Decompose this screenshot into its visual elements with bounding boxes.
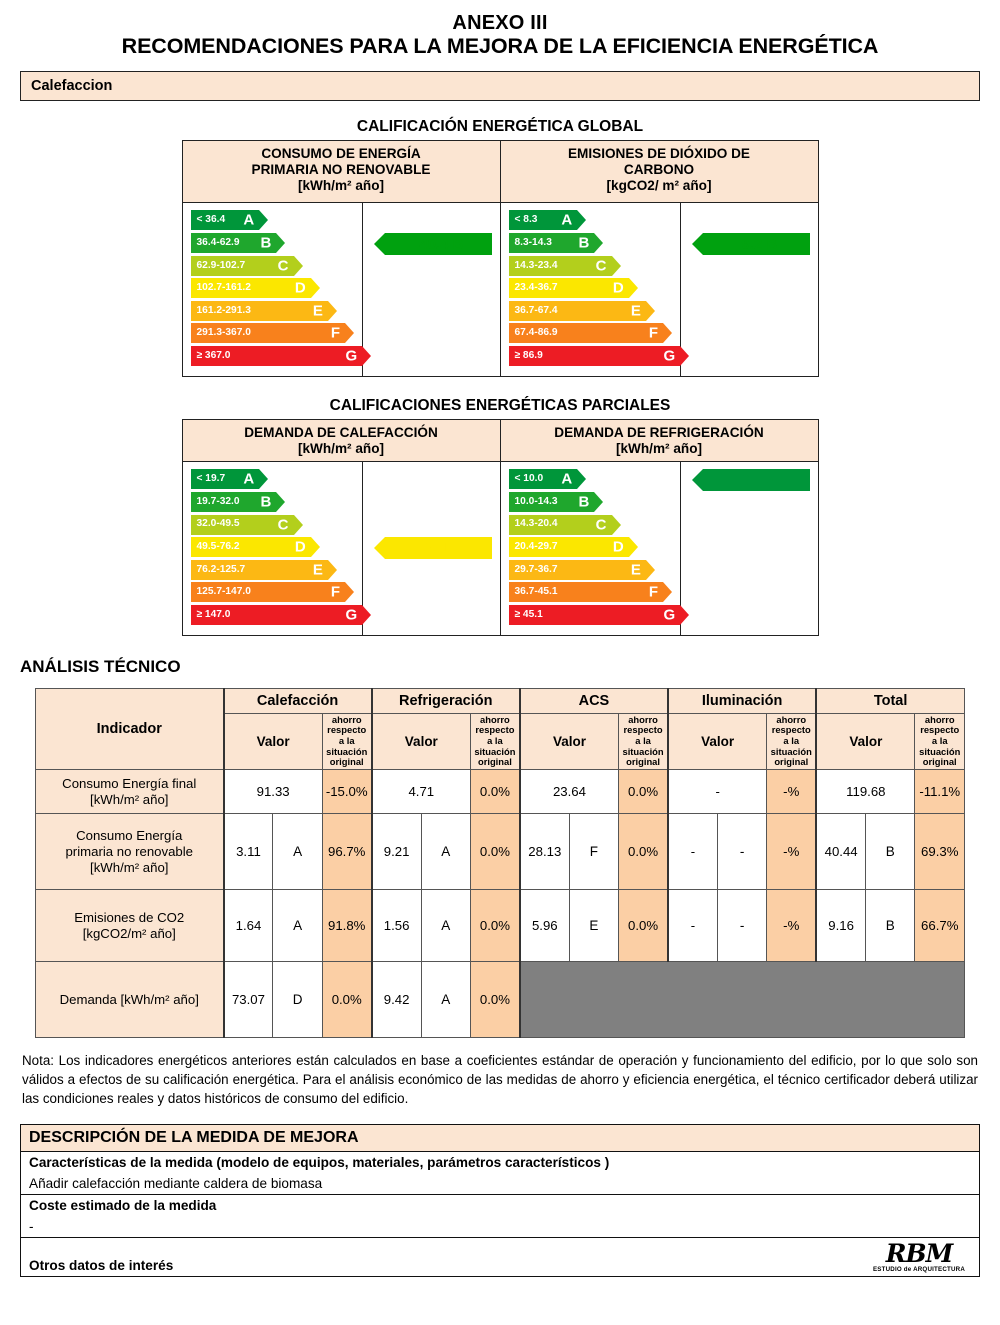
other-data-row [21, 1238, 979, 1276]
rating-band-bar [191, 323, 346, 343]
subheader-saving-line: ahorro [628, 713, 658, 725]
subheader-saving-line: ahorro [924, 713, 955, 725]
cell-saving: 0.0% [470, 814, 519, 890]
rating-band-letter: G [663, 606, 676, 624]
rating-band-letter: C [277, 516, 289, 534]
rating-band-bar [191, 582, 346, 602]
subheader-saving-line: original [477, 756, 512, 768]
subheader-saving-line: a la [931, 735, 948, 746]
cell-saving: 0.0% [619, 814, 668, 890]
subheader-value: Valor [224, 713, 323, 770]
cell-value: 40.44 [816, 814, 865, 890]
cell-rating-letter: D [273, 962, 322, 1038]
subheader-saving-line: a la [338, 735, 355, 746]
subheader-saving [767, 713, 816, 770]
cell-value: - [668, 814, 717, 890]
cell-saving: 0.0% [619, 770, 668, 814]
rating-band-range: 23.4-36.7 [514, 282, 558, 294]
cell-saving: -% [767, 770, 816, 814]
rating-title-line: CONSUMO DE ENERGÍA [261, 146, 421, 162]
rating-band-range: 102.7-161.2 [196, 282, 251, 294]
rating-panel [183, 420, 500, 635]
rating-band [509, 210, 681, 230]
rating-band-range: 36.7-45.1 [514, 586, 558, 598]
rating-panel-body [183, 462, 500, 634]
subheader-value: Valor [372, 713, 471, 770]
cell-value: 28.13 [520, 814, 569, 890]
table-row [36, 814, 965, 890]
other-data-label: Otros datos de interés [29, 1258, 174, 1274]
rating-band-range: 20.4-29.7 [514, 541, 558, 553]
rating-band-bar [191, 560, 328, 580]
row-label-line: [kWh/m² año] [90, 791, 169, 807]
rating-band-letter: B [260, 493, 272, 511]
rating-band [509, 537, 681, 557]
cell-rating-letter: A [421, 962, 470, 1038]
cell-rating-letter: B [866, 814, 915, 890]
rating-band-bar [509, 278, 629, 298]
technical-analysis-table [35, 688, 965, 1039]
rating-band-bar [509, 537, 629, 557]
rating-band-letter: D [294, 538, 306, 556]
rating-panel-header [501, 141, 818, 203]
cell-rating-letter: F [569, 814, 618, 890]
rating-scale [501, 462, 682, 634]
rating-band-letter: G [345, 606, 358, 624]
rating-panel-body [183, 203, 500, 375]
rating-band-letter: E [312, 302, 323, 320]
characteristics-label: Características de la medida (modelo de equipos, materiales, parámetros característicos ) [29, 1155, 610, 1171]
cell-saving: 0.0% [470, 770, 519, 814]
subheader-saving-line: ahorro [776, 713, 807, 725]
rating-band-letter: A [561, 470, 573, 488]
rating-band-letter: A [561, 211, 573, 229]
subheader-saving [322, 713, 371, 770]
cell-rating-letter: A [273, 814, 322, 890]
rating-band-letter: C [595, 516, 607, 534]
rating-band [191, 515, 363, 535]
partial-rating-section [0, 397, 1000, 636]
rating-band-range: 32.0-49.5 [196, 518, 240, 530]
row-label-line: [kWh/m² año] [90, 859, 169, 875]
cell-value: 9.21 [372, 814, 421, 890]
rating-band-letter: D [294, 279, 306, 297]
global-rating-caption: CALIFICACIÓN ENERGÉTICA GLOBAL [356, 118, 644, 136]
rating-band-range: < 8.3 [514, 214, 538, 226]
rating-band [509, 560, 681, 580]
global-rating-frame [182, 140, 819, 376]
row-label-line: Demanda [kWh/m² año] [59, 991, 199, 1007]
rating-band [509, 582, 681, 602]
rating-band-bar [509, 515, 612, 535]
rating-band-range: 8.3-14.3 [514, 236, 552, 248]
rating-band [191, 605, 363, 625]
rating-title-line: PRIMARIA NO RENOVABLE [251, 162, 431, 178]
subheader-saving-line: a la [783, 735, 800, 746]
partial-rating-caption: CALIFICACIONES ENERGÉTICAS PARCIALES [329, 396, 671, 414]
rating-panel-header [183, 141, 500, 203]
rating-band-letter: B [260, 234, 272, 252]
rating-band-bar [509, 233, 595, 253]
subheader-saving-line: original [329, 756, 364, 768]
partial-rating-frame [182, 419, 819, 636]
rating-units: [kWh/m² año] [615, 440, 703, 456]
rating-band [191, 233, 363, 253]
rating-band-bar [191, 210, 260, 230]
subheader-saving-line: respecto [771, 724, 811, 736]
subheader-saving-line: original [922, 756, 957, 768]
rating-band-bar [509, 582, 664, 602]
rating-title-line: CARBONO [623, 162, 695, 178]
cell-rating-letter: E [569, 890, 618, 962]
rating-band-bar [509, 346, 681, 366]
rating-band-bar [191, 537, 311, 557]
characteristics-value: Añadir calefacción mediante caldera de biomasa [29, 1176, 323, 1192]
rating-band-bar [509, 605, 681, 625]
cell-saving: 0.0% [470, 890, 519, 962]
rating-title-line: EMISIONES DE DIÓXIDO DE [567, 146, 751, 162]
rating-band-letter: E [630, 561, 641, 579]
cost-value: - [29, 1219, 34, 1235]
rating-band [509, 301, 681, 321]
rating-band-range: 19.7-32.0 [196, 495, 240, 507]
rating-result-pane [363, 462, 499, 634]
table-row [36, 890, 965, 962]
cell-saving: 66.7% [915, 890, 965, 962]
rating-panel-header [183, 420, 500, 463]
rating-scale [183, 462, 364, 634]
rating-band-bar [191, 469, 260, 489]
rating-band-letter: D [612, 538, 624, 556]
rating-band-letter: D [612, 279, 624, 297]
cell-saving: -15.0% [322, 770, 371, 814]
subheader-saving-line: respecto [327, 724, 367, 736]
row-label-line: primaria no renovable [65, 843, 194, 859]
rating-band-range: 161.2-291.3 [196, 304, 251, 316]
cell-value: 1.64 [224, 890, 273, 962]
group-header-total: Total [816, 688, 964, 713]
cell-value: - [668, 770, 767, 814]
cell-value: 91.33 [224, 770, 323, 814]
rating-result-pane [681, 462, 817, 634]
rating-band [191, 492, 363, 512]
rating-panel-body [501, 462, 818, 634]
rating-band-bar [509, 256, 612, 276]
row-label-line: Consumo Energía [76, 827, 183, 843]
rating-band-letter: F [330, 324, 341, 342]
rating-band [191, 582, 363, 602]
subheader-saving-line: ahorro [480, 713, 510, 725]
rating-band [191, 560, 363, 580]
rating-title-line: DEMANDA DE CALEFACCIÓN [244, 424, 438, 440]
cell-saving: -% [767, 814, 816, 890]
table-row [36, 770, 965, 814]
cell-value: 1.56 [372, 890, 421, 962]
rating-band [509, 256, 681, 276]
cell-rating-letter: A [421, 814, 470, 890]
rating-band-range: ≥ 367.0 [196, 349, 231, 361]
rating-band-range: 62.9-102.7 [196, 259, 246, 271]
rating-band-letter: G [663, 347, 676, 365]
cell-value: 4.71 [372, 770, 471, 814]
rating-band [191, 210, 363, 230]
rating-band-bar [191, 605, 363, 625]
cell-value: 9.42 [372, 962, 421, 1038]
rating-panel-body [501, 203, 818, 375]
rating-scale [183, 203, 364, 375]
analysis-note: Nota: Los indicadores energéticos anteriores están calculados en base a coeficientes estándar de operación y funcionamiento del edificio, por lo que solo son válidos a efectos de su calificación energética. Para el análisis económico de las medidas de ahorro y eficiencia energética, el técnico certificador deberá utilizar las condiciones reales y datos históricos de consumo del edificio. [22, 1053, 978, 1107]
cell-value: 9.16 [816, 890, 865, 962]
table-row [36, 962, 965, 1038]
subheader-saving-line: situación [326, 745, 368, 757]
cell-value: 3.11 [224, 814, 273, 890]
row-label [36, 962, 224, 1038]
page-title [0, 0, 1000, 58]
rating-band-bar [191, 278, 311, 298]
subheader-saving-line: respecto [475, 724, 515, 736]
rating-result-arrow: 40.4 B [385, 233, 491, 255]
rating-band-letter: G [345, 347, 358, 365]
cell-saving: 0.0% [470, 962, 519, 1038]
rating-band-range: 76.2-125.7 [196, 563, 246, 575]
cell-value: - [668, 890, 717, 962]
subheader-saving-line: situación [919, 745, 961, 757]
group-header-iluminacin: Iluminación [668, 688, 816, 713]
subheader-saving-line: respecto [920, 724, 960, 736]
rating-band [509, 469, 681, 489]
row-label [36, 814, 224, 890]
measure-name-banner [20, 71, 980, 101]
rating-band-letter: B [578, 234, 590, 252]
cell-value: 73.07 [224, 962, 273, 1038]
row-label [36, 770, 224, 814]
rating-band-range: 67.4-86.9 [514, 327, 558, 339]
cell-rating-letter: A [273, 890, 322, 962]
row-label-line: [kgCO2/m² año] [82, 925, 176, 941]
subheader-saving-line: situación [622, 745, 664, 757]
rating-result-pane [681, 203, 817, 375]
subheader-saving-line: original [626, 756, 660, 768]
rating-band [509, 278, 681, 298]
group-header-calefaccin: Calefacción [224, 688, 372, 713]
rating-band-bar [191, 233, 277, 253]
rating-band-range: 291.3-367.0 [196, 327, 251, 339]
rating-band-letter: F [330, 583, 341, 601]
rating-result-arrow: 9.4 A [703, 469, 809, 491]
row-label [36, 890, 224, 962]
rating-result-arrow: 73.1 D [385, 537, 491, 559]
rating-band-letter: E [312, 561, 323, 579]
analysis-group-header-row [36, 688, 965, 713]
rating-band-bar [191, 492, 277, 512]
cell-value: 5.96 [520, 890, 569, 962]
rating-band-bar [191, 346, 363, 366]
subheader-value: Valor [520, 713, 619, 770]
rating-band-range: 36.7-67.4 [514, 304, 558, 316]
rating-band-bar [509, 469, 578, 489]
rating-band-range: ≥ 45.1 [514, 608, 543, 620]
rating-scale [501, 203, 682, 375]
logo-subtitle: ESTUDIO de ARQUITECTURA [872, 1266, 965, 1274]
cell-rating-letter: B [866, 890, 915, 962]
subheader-saving [470, 713, 519, 770]
cell-saving: -% [767, 890, 816, 962]
rating-band-range: 14.3-20.4 [514, 518, 558, 530]
rating-band-bar [191, 256, 294, 276]
logo-mark: RBM [885, 1239, 953, 1269]
rating-band-bar [191, 301, 328, 321]
rating-band [191, 346, 363, 366]
rating-band-bar [509, 301, 646, 321]
rating-band-letter: E [630, 302, 641, 320]
page-title-line1: ANEXO III [452, 12, 548, 34]
cell-saving: 0.0% [322, 962, 371, 1038]
subheader-saving [619, 713, 668, 770]
subheader-value: Valor [816, 713, 915, 770]
rating-band-letter: C [277, 257, 289, 275]
group-header-refrigeracin: Refrigeración [372, 688, 520, 713]
rating-band-range: 49.5-76.2 [196, 541, 240, 553]
rating-band [191, 301, 363, 321]
rating-panel [500, 141, 818, 375]
analysis-table-body [36, 770, 965, 1038]
description-header: DESCRIPCIÓN DE LA MEDIDA DE MEJORA [21, 1125, 979, 1152]
rating-band-range: 29.7-36.7 [514, 563, 558, 575]
cell-saving: 0.0% [619, 890, 668, 962]
rating-band-range: 10.0-14.3 [514, 495, 558, 507]
analysis-table-head [36, 688, 965, 770]
rating-band-range: ≥ 86.9 [514, 349, 543, 361]
rating-band-letter: C [595, 257, 607, 275]
improvement-description-box [20, 1124, 980, 1277]
subheader-saving-line: original [774, 756, 809, 768]
cell-saving: 96.7% [322, 814, 371, 890]
row-label-line: Emisiones de CO2 [74, 909, 185, 925]
rating-units: [kWh/m² año] [297, 440, 385, 456]
cell-rating-letter: - [717, 890, 766, 962]
measure-name-label: Calefaccion [31, 78, 113, 95]
rating-band [509, 233, 681, 253]
rating-panel [183, 141, 500, 375]
rating-title-line: DEMANDA DE REFRIGERACIÓN [554, 424, 764, 440]
rating-band-range: < 36.4 [196, 214, 226, 226]
rating-band-range: 14.3-23.4 [514, 259, 558, 271]
rating-units: [kgCO2/ m² año] [606, 178, 712, 194]
rating-band [191, 278, 363, 298]
rating-band-bar [509, 492, 595, 512]
cell-saving: -11.1% [915, 770, 965, 814]
global-rating-section [0, 118, 1000, 376]
architecture-studio-logo [873, 1241, 965, 1273]
subheader-saving [915, 713, 965, 770]
indicator-column-header: Indicador [36, 688, 224, 770]
rating-band-range: < 19.7 [196, 473, 226, 485]
rating-band [191, 469, 363, 489]
subheader-value: Valor [668, 713, 767, 770]
group-header-acs: ACS [520, 688, 668, 713]
cell-saving: 69.3% [915, 814, 965, 890]
rating-band [191, 323, 363, 343]
rating-band-range: < 10.0 [514, 473, 544, 485]
subheader-saving-line: situación [474, 745, 516, 757]
rating-band-range: 125.7-147.0 [196, 586, 251, 598]
cell-value: 119.68 [816, 770, 915, 814]
rating-band-letter: F [648, 324, 659, 342]
subheader-saving-line: ahorro [331, 713, 362, 725]
page-title-line2: RECOMENDACIONES PARA LA MEJORA DE LA EFICIENCIA ENERGÉTICA [121, 34, 879, 59]
rating-band-range: 36.4-62.9 [196, 236, 240, 248]
rating-band-bar [509, 323, 664, 343]
cell-value: 23.64 [520, 770, 619, 814]
rating-band [509, 492, 681, 512]
rating-band-bar [509, 560, 646, 580]
cost-label: Coste estimado de la medida [29, 1198, 217, 1214]
cell-rating-letter: - [717, 814, 766, 890]
rating-band-bar [191, 515, 294, 535]
rating-panel-header [501, 420, 818, 463]
rating-band [191, 537, 363, 557]
rating-band [509, 323, 681, 343]
subheader-saving-line: respecto [623, 724, 663, 736]
rating-band-bar [509, 210, 578, 230]
blocked-cell [520, 962, 965, 1038]
subheader-saving-line: a la [487, 735, 503, 746]
rating-result-arrow: 9.2 B [703, 233, 809, 255]
row-label-line: Consumo Energía final [62, 775, 197, 791]
cell-saving: 91.8% [322, 890, 371, 962]
rating-band [509, 515, 681, 535]
rating-band-range: ≥ 147.0 [196, 608, 231, 620]
rating-band-letter: B [578, 493, 590, 511]
cell-rating-letter: A [421, 890, 470, 962]
analysis-section-title: ANÁLISIS TÉCNICO [20, 656, 181, 676]
rating-band-letter: F [648, 583, 659, 601]
subheader-saving-line: situación [770, 745, 812, 757]
rating-band-letter: A [243, 211, 255, 229]
rating-result-pane [363, 203, 499, 375]
subheader-saving-line: a la [635, 735, 651, 746]
rating-band [191, 256, 363, 276]
rating-panel [500, 420, 818, 635]
rating-band-letter: A [243, 470, 255, 488]
rating-band [509, 346, 681, 366]
rating-units: [kWh/m² año] [297, 178, 385, 194]
rating-band [509, 605, 681, 625]
